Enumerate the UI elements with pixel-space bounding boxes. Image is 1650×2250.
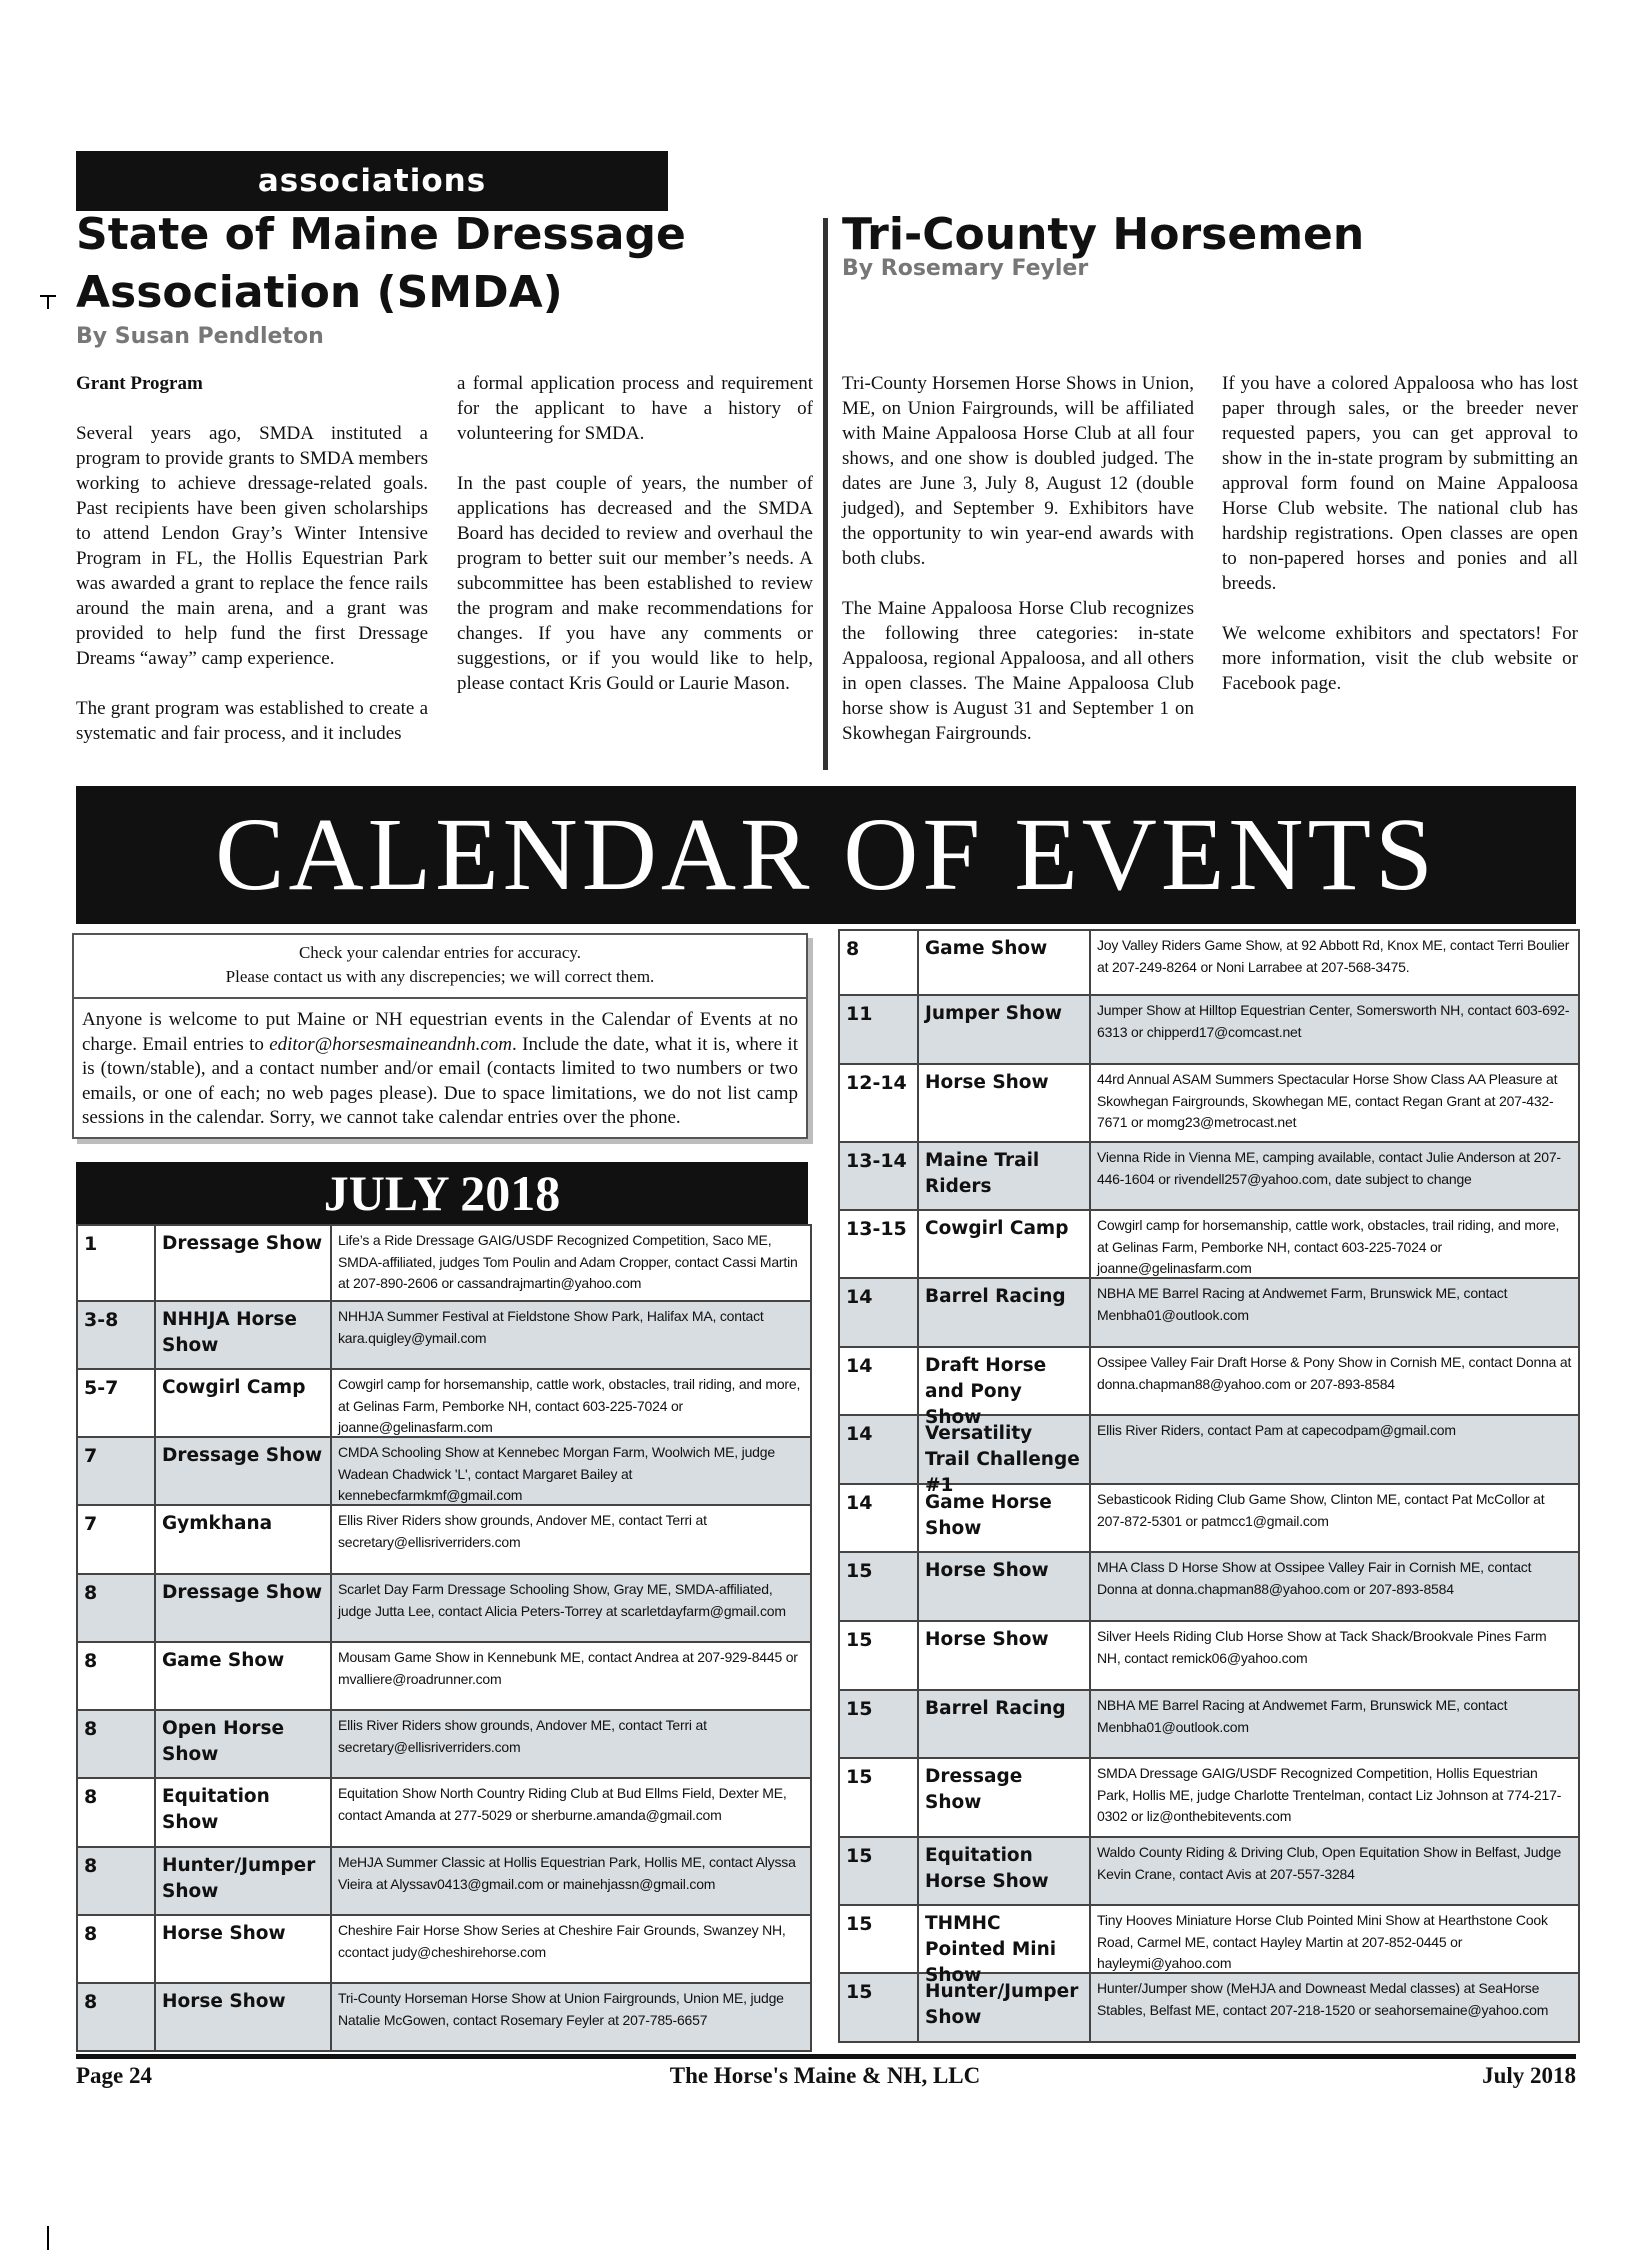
event-date: 14 — [840, 1416, 919, 1483]
event-row — [840, 1620, 1578, 1689]
event-date: 8 — [78, 1575, 156, 1641]
calendar-accuracy-notice — [74, 935, 806, 999]
event-row — [78, 1914, 810, 1982]
event-name: Barrel Racing — [919, 1279, 1091, 1346]
event-row — [78, 1641, 810, 1709]
article-tricounty-column-2 — [1222, 371, 1578, 721]
article-title-line: Association (SMDA) — [76, 267, 563, 318]
event-name: Gymkhana — [156, 1506, 332, 1573]
event-row — [840, 1551, 1578, 1620]
event-name: Game Show — [156, 1643, 332, 1709]
article-title-line: State of Maine Dressage — [76, 209, 686, 260]
article-tricounty-header — [842, 206, 1562, 282]
event-row — [840, 1904, 1578, 1986]
crop-mark — [47, 295, 49, 309]
footer-page-number: Page 24 — [76, 2063, 153, 2088]
event-name: Dressage Show — [919, 1759, 1091, 1836]
event-description: Mousam Game Show in Kennebunk ME, contact Andrea at 207-929-8445 or mvalliere@roadrunner.com — [338, 1649, 798, 1687]
calendar-banner: CALENDAR OF EVENTS — [76, 786, 1576, 924]
calendar-submission-info — [74, 999, 806, 1137]
notice-line: Check your calendar entries for accuracy. — [298, 943, 582, 962]
event-row — [840, 931, 1578, 994]
event-description: Joy Valley Riders Game Show, at 92 Abbott Rd, Knox ME, contact Terri Boulier at 207-249-8264 or Noni Larrabee at 207-568-3475. — [1097, 937, 1570, 975]
footer-issue: July 2018 — [1482, 2063, 1576, 2088]
event-name: Draft Horse and Pony Show — [919, 1348, 1091, 1414]
event-date: 11 — [840, 996, 919, 1063]
event-row — [78, 1777, 810, 1846]
event-name: Game Show — [919, 931, 1091, 994]
event-description: SMDA Dressage GAIG/USDF Recognized Competition, Hollis Equestrian Park, Hollis ME, judge Charlotte Trentelman, contact Liz Johnson at 774-217-0302 or liz@onthebitevents.com — [1097, 1765, 1562, 1824]
event-description: NBHA ME Barrel Racing at Andwemet Farm, Brunswick ME, contact Menbha01@outlook.com — [1097, 1285, 1508, 1323]
event-date: 12-14 — [840, 1065, 919, 1141]
event-description: Tiny Hooves Miniature Horse Club Pointed Mini Show at Hearthstone Cook Road, Carmel ME, contact Hayley Martin at 207-852-0445 or hayleymi@yahoo.com — [1097, 1912, 1548, 1971]
article-byline: By Rosemary Feyler — [842, 256, 1089, 281]
event-row — [840, 994, 1578, 1063]
column-divider — [823, 218, 828, 770]
event-name: Jumper Show — [919, 996, 1091, 1063]
event-description: NHHJA Summer Festival at Fieldstone Show Park, Halifax MA, contact kara.quigley@ymail.com — [338, 1308, 764, 1346]
event-name: Cowgirl Camp — [919, 1211, 1091, 1277]
event-description: Hunter/Jumper show (MeHJA and Downeast Medal classes) at SeaHorse Stables, Belfast ME, contact 207-218-1520 or seahorsemaine@yahoo.com — [1097, 1980, 1549, 2018]
event-date: 8 — [78, 1848, 156, 1914]
event-description: MeHJA Summer Classic at Hollis Equestrian Park, Hollis ME, contact Alyssa Vieira at Alyssav0413@gmail.com or mainehjassn@gmail.com — [338, 1854, 796, 1892]
event-description: Tri-County Horseman Horse Show at Union Fairgrounds, Union ME, judge Natalie McGowen, contact Rosemary Feyler at 207-785-6657 — [338, 1990, 784, 2028]
event-date: 15 — [840, 1974, 919, 2041]
event-row — [840, 1414, 1578, 1496]
event-row — [78, 1300, 810, 1368]
event-row — [78, 1982, 810, 2050]
event-description: Silver Heels Riding Club Horse Show at Tack Shack/Brookvale Pines Farm NH, contact remick06@yahoo.com — [1097, 1628, 1547, 1666]
article-paragraph: The Maine Appaloosa Horse Club recognizes the following three categories: in-state Appaloosa, regional Appaloosa, and all others in open classes. The Maine Appaloosa Club horse show is August 31 and September 1 on Skowhegan Fairgrounds. — [842, 598, 1194, 744]
event-date: 8 — [78, 1711, 156, 1777]
event-date: 8 — [78, 1916, 156, 1982]
event-description: Vienna Ride in Vienna ME, camping available, contact Julie Anderson at 207-446-1604 or rivendell257@yahoo.com, date subject to change — [1097, 1149, 1561, 1187]
event-description: Life’s a Ride Dressage GAIG/USDF Recognized Competition, Saco ME, SMDA-affiliated, judges Tom Poulin and Adam Cropper, contact Cassi Martin at 207-890-2606 or cassandrajmartin@yahoo.com — [338, 1232, 798, 1291]
event-row — [840, 1757, 1578, 1836]
article-smda-column-1 — [76, 371, 428, 771]
article-paragraph: We welcome exhibitors and spectators! For more information, visit the club website or Facebook page. — [1222, 623, 1578, 694]
event-description: Scarlet Day Farm Dressage Schooling Show, Gray ME, SMDA-affiliated, judge Jutta Lee, contact Alicia Peters-Torrey at scarletdayfarm@gmail.com — [338, 1581, 786, 1619]
event-date: 7 — [78, 1438, 156, 1504]
article-byline: By Susan Pendleton — [76, 324, 324, 349]
event-name: Horse Show — [919, 1065, 1091, 1141]
event-name: Maine Trail Riders — [919, 1143, 1091, 1209]
event-name: Dressage Show — [156, 1438, 332, 1504]
event-row — [840, 1972, 1578, 2041]
event-description: CMDA Schooling Show at Kennebec Morgan Farm, Woolwich ME, judge Wadean Chadwick 'L', contact Margaret Bailey at kennebecfarmkmf@gmail.com — [338, 1444, 775, 1503]
article-paragraph: If you have a colored Appaloosa who has lost paper through sales, or the breeder never requested papers, you can get approval to show in the in-state program by submitting an approval form found on Maine Appaloosa Horse Club website. The national club has hardship registrations. Open classes are open to non-papered horses and ponies and all breeds. — [1222, 373, 1578, 594]
event-date: 14 — [840, 1348, 919, 1414]
crop-mark — [47, 2226, 49, 2250]
article-paragraph: Tri-County Horsemen Horse Shows in Union, ME, on Union Fairgrounds, will be affiliated with Maine Appaloosa Horse Club at all four shows, and one show is doubled judged. The dates are June 3, July 8, August 12 (double judged), and September 9. Exhibitors have the opportunity to win year-end awards with both clubs. — [842, 373, 1194, 569]
article-subheading: Grant Program — [76, 373, 203, 394]
event-date: 13-15 — [840, 1211, 919, 1277]
event-description: 44rd Annual ASAM Summers Spectacular Horse Show Class AA Pleasure at Skowhegan Fairgrounds, Skowhegan ME, contact Regan Grant at 207-432-7671 or momg23@metrocast.net — [1097, 1071, 1558, 1130]
event-description: Equitation Show North Country Riding Club at Bud Ellms Field, Dexter ME, contact Amanda at 277-5029 or sherburne.amanda@gmail.com — [338, 1785, 787, 1823]
event-date: 8 — [840, 931, 919, 994]
event-name: Open Horse Show — [156, 1711, 332, 1777]
event-name: Hunter/Jumper Show — [919, 1974, 1091, 2041]
info-text: . Include the date, what it is, where it is (town/stable), and a contact number and/or email (contacts limited to two numbers or two emails, or one of each; no web pages please). Due to space limitations, we do not list camp sessions in the calendar. Sorry, we cannot take calendar entries over the phone. — [82, 1033, 798, 1128]
event-description: Sebasticook Riding Club Game Show, Clinton ME, contact Pat McCollor at 207-872-5301 or patmcc1@gmail.com — [1097, 1491, 1545, 1529]
event-row — [78, 1709, 810, 1777]
event-name: Cowgirl Camp — [156, 1370, 332, 1436]
info-text: Anyone is welcome to put Maine or NH equestrian events in the Calendar of Events at no charge. Email entries to — [82, 1009, 798, 1055]
events-list-left — [76, 1224, 812, 2052]
event-description: MHA Class D Horse Show at Ossipee Valley Fair in Cornish ME, contact Donna at donna.chapman88@yahoo.com or 207-893-8584 — [1097, 1559, 1532, 1597]
footer-rule — [76, 2054, 1576, 2059]
event-name: Horse Show — [156, 1984, 332, 2050]
event-name: Game Horse Show — [919, 1485, 1091, 1551]
article-smda-column-2 — [457, 371, 813, 721]
month-header: JULY 2018 — [76, 1162, 808, 1224]
calendar-notice-box — [72, 933, 808, 1139]
event-name: Horse Show — [919, 1553, 1091, 1620]
event-row — [840, 1689, 1578, 1757]
event-row — [78, 1224, 810, 1300]
event-date: 15 — [840, 1906, 919, 1972]
event-row — [78, 1436, 810, 1504]
event-date: 14 — [840, 1485, 919, 1551]
event-description: Cowgirl camp for horsemanship, cattle work, obstacles, trail riding, and more, at Gelinas Farm, Pemborke NH, contact 603-225-7024 or joanne@gelinasfarm.com — [1097, 1217, 1560, 1276]
event-description: Ellis River Riders show grounds, Andover ME, contact Terri at secretary@ellisriverriders.com — [338, 1717, 707, 1755]
event-description: Ellis River Riders show grounds, Andover ME, contact Terri at secretary@ellisriverriders.com — [338, 1512, 707, 1550]
event-description: Ellis River Riders, contact Pam at capecodpam@gmail.com — [1097, 1422, 1456, 1438]
event-name: Horse Show — [156, 1916, 332, 1982]
event-date: 15 — [840, 1838, 919, 1904]
article-paragraph: Several years ago, SMDA instituted a program to provide grants to SMDA members working to achieve dressage-related goals. Past recipients have been given scholarships to attend Lendon Gray’s Winter Intensive Program in FL, the Hollis Equestrian Park was awarded a grant to replace the fence rails around the main arena, and a grant was provided to help fund the first Dressage Dreams “away” camp experience. — [76, 423, 428, 669]
event-name: Hunter/Jumper Show — [156, 1848, 332, 1914]
event-date: 3-8 — [78, 1302, 156, 1368]
event-name: Versatility Trail Challenge #1 — [919, 1416, 1091, 1483]
event-date: 8 — [78, 1643, 156, 1709]
event-name: Equitation Horse Show — [919, 1838, 1091, 1904]
event-name: Barrel Racing — [919, 1691, 1091, 1757]
event-date: 5-7 — [78, 1370, 156, 1436]
footer-publication: The Horse's Maine & NH, LLC — [669, 2063, 981, 2088]
event-name: NHHJA Horse Show — [156, 1302, 332, 1368]
event-row — [840, 1209, 1578, 1277]
event-date: 14 — [840, 1279, 919, 1346]
event-date: 15 — [840, 1759, 919, 1836]
events-list-right — [838, 929, 1580, 2043]
event-name: Dressage Show — [156, 1226, 332, 1300]
event-row — [840, 1483, 1578, 1551]
event-date: 15 — [840, 1622, 919, 1689]
event-row — [78, 1504, 810, 1573]
event-date: 13-14 — [840, 1143, 919, 1209]
article-title — [76, 206, 796, 322]
article-paragraph: a formal application process and requirement for the applicant to have a history of volunteering for SMDA. — [457, 373, 813, 444]
section-label: associations — [76, 151, 668, 211]
event-name: THMHC Pointed Mini Show — [919, 1906, 1091, 1972]
event-date: 15 — [840, 1553, 919, 1620]
event-row — [78, 1368, 810, 1436]
event-row — [840, 1277, 1578, 1346]
article-tricounty-column-1 — [842, 371, 1194, 771]
event-row — [78, 1846, 810, 1914]
event-name: Dressage Show — [156, 1575, 332, 1641]
event-date: 8 — [78, 1779, 156, 1846]
event-row — [78, 1573, 810, 1641]
event-description: Waldo County Riding & Driving Club, Open Equitation Show in Belfast, Judge Kevin Crane, contact Avis at 207-557-3284 — [1097, 1844, 1562, 1882]
event-row — [840, 1141, 1578, 1209]
article-paragraph: In the past couple of years, the number of applications has decreased and the SMDA Board has decided to review and overhaul the program to better suit our member’s needs. A subcommittee has been established to review the program and make recommendations for changes. If you have any comments or suggestions, or if you would like to help, please contact Kris Gould or Laurie Mason. — [457, 473, 813, 694]
event-row — [840, 1836, 1578, 1904]
editor-email-link[interactable]: editor@horsesmaineandnh.com — [269, 1033, 513, 1055]
event-row — [840, 1063, 1578, 1141]
event-name: Equitation Show — [156, 1779, 332, 1846]
event-date: 8 — [78, 1984, 156, 2050]
event-date: 7 — [78, 1506, 156, 1573]
event-row — [840, 1346, 1578, 1428]
article-smda-header — [76, 206, 796, 350]
event-description: Ossipee Valley Fair Draft Horse & Pony Show in Cornish ME, contact Donna at donna.chapman88@yahoo.com or 207-893-8584 — [1097, 1354, 1572, 1392]
article-paragraph: The grant program was established to create a systematic and fair process, and it includes — [76, 698, 428, 744]
event-date: 1 — [78, 1226, 156, 1300]
event-description: NBHA ME Barrel Racing at Andwemet Farm, Brunswick ME, contact Menbha01@outlook.com — [1097, 1697, 1508, 1735]
article-title: Tri-County Horsemen — [842, 209, 1365, 260]
event-date: 15 — [840, 1691, 919, 1757]
event-description: Jumper Show at Hilltop Equestrian Center, Somersworth NH, contact 603-692-6313 or chipperd17@comcast.net — [1097, 1002, 1570, 1040]
event-description: Cheshire Fair Horse Show Series at Cheshire Fair Grounds, Swanzey NH, ccontact judy@cheshirehorse.com — [338, 1922, 786, 1960]
event-description: Cowgirl camp for horsemanship, cattle work, obstacles, trail riding, and more, at Gelinas Farm, Pemborke NH, contact 603-225-7024 or joanne@gelinasfarm.com — [338, 1376, 801, 1435]
notice-line: Please contact us with any discrepencies; we will correct them. — [225, 967, 655, 986]
event-name: Horse Show — [919, 1622, 1091, 1689]
